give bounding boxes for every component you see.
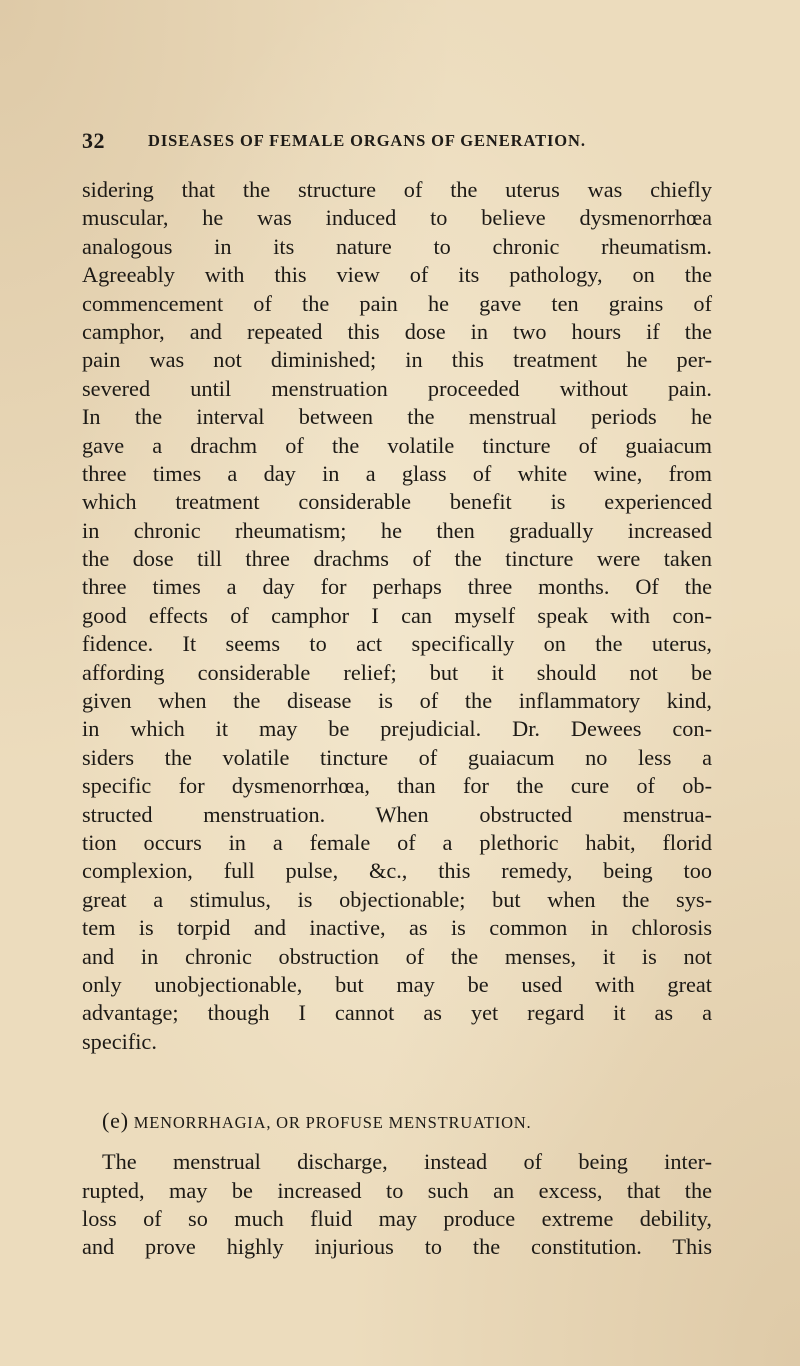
text-line: complexion, full pulse, &c., this remedy, being too: [82, 858, 712, 884]
text-line: In the interval between the menstrual periods he: [82, 404, 712, 430]
text-line: affording considerable relief; but it should not be: [82, 659, 712, 685]
text-line: tion occurs in a female of a plethoric habit, florid: [82, 829, 712, 855]
text-line: muscular, he was induced to believe dysmenorrhœa: [82, 205, 712, 231]
text-line: specific for dysmenorrhœa, than for the cure of ob-: [82, 773, 712, 799]
text-line: fidence. It seems to act specifically on the uterus,: [82, 631, 712, 657]
book-page: [82, 128, 712, 1262]
text-line: commencement of the pain he gave ten grains of: [82, 290, 712, 316]
text-line: advantage; though I cannot as yet regard it as a: [82, 1000, 712, 1026]
text-line: gave a drachm of the volatile tincture of guaiacum: [82, 432, 712, 458]
text-line: analogous in its nature to chronic rheumatism.: [82, 233, 712, 259]
text-line: loss of so much fluid may produce extreme debility,: [82, 1205, 712, 1231]
text-line: the dose till three drachms of the tincture were taken: [82, 546, 712, 572]
text-line: which treatment considerable benefit is experienced: [82, 489, 712, 515]
text-line: tem is torpid and inactive, as is common in chlorosis: [82, 915, 712, 941]
text-line: three times a day for perhaps three months. Of the: [82, 574, 712, 600]
text-line: only unobjectionable, but may be used with great: [82, 971, 712, 997]
text-line: structed menstruation. When obstructed menstrua-: [82, 801, 712, 827]
text-line: Agreeably with this view of its pathology, on the: [82, 262, 712, 288]
running-head-title: DISEASES OF FEMALE ORGANS OF GENERATION.: [148, 131, 586, 150]
page-number: 32: [82, 128, 105, 153]
text-line: sidering that the structure of the uterus was chiefly: [82, 177, 712, 202]
text-line: and prove highly injurious to the constitution. This: [82, 1234, 712, 1260]
text-line: severed until menstruation proceeded without pain.: [82, 375, 712, 401]
section-title: MENORRHAGIA, OR PROFUSE MENSTRUATION.: [133, 1113, 532, 1133]
text-line: in which it may be prejudicial. Dr. Dewees con-: [82, 716, 712, 742]
running-head: [82, 128, 712, 158]
section-letter: (e): [102, 1108, 129, 1134]
text-line: great a stimulus, is objectionable; but when the sys-: [82, 886, 712, 912]
text-line: The menstrual discharge, instead of being inter-: [102, 1149, 712, 1175]
text-line: camphor, and repeated this dose in two hours if the: [82, 318, 712, 344]
text-line: pain was not diminished; in this treatment he per-: [82, 347, 712, 373]
text-line: and in chronic obstruction of the menses, it is not: [82, 943, 712, 969]
paragraph-menorrhagia: [82, 1148, 712, 1262]
section-heading: [82, 1106, 712, 1148]
paragraph-continued: [82, 176, 712, 1056]
text-line: given when the disease is of the inflammatory kind,: [82, 688, 712, 714]
text-line: good effects of camphor I can myself speak with con-: [82, 602, 712, 628]
text-line: specific.: [82, 1028, 157, 1054]
text-line: siders the volatile tincture of guaiacum no less a: [82, 744, 712, 770]
text-line: in chronic rheumatism; he then gradually increased: [82, 517, 712, 543]
text-line: rupted, may be increased to such an excess, that the: [82, 1177, 712, 1203]
text-line: three times a day in a glass of white wine, from: [82, 460, 712, 486]
